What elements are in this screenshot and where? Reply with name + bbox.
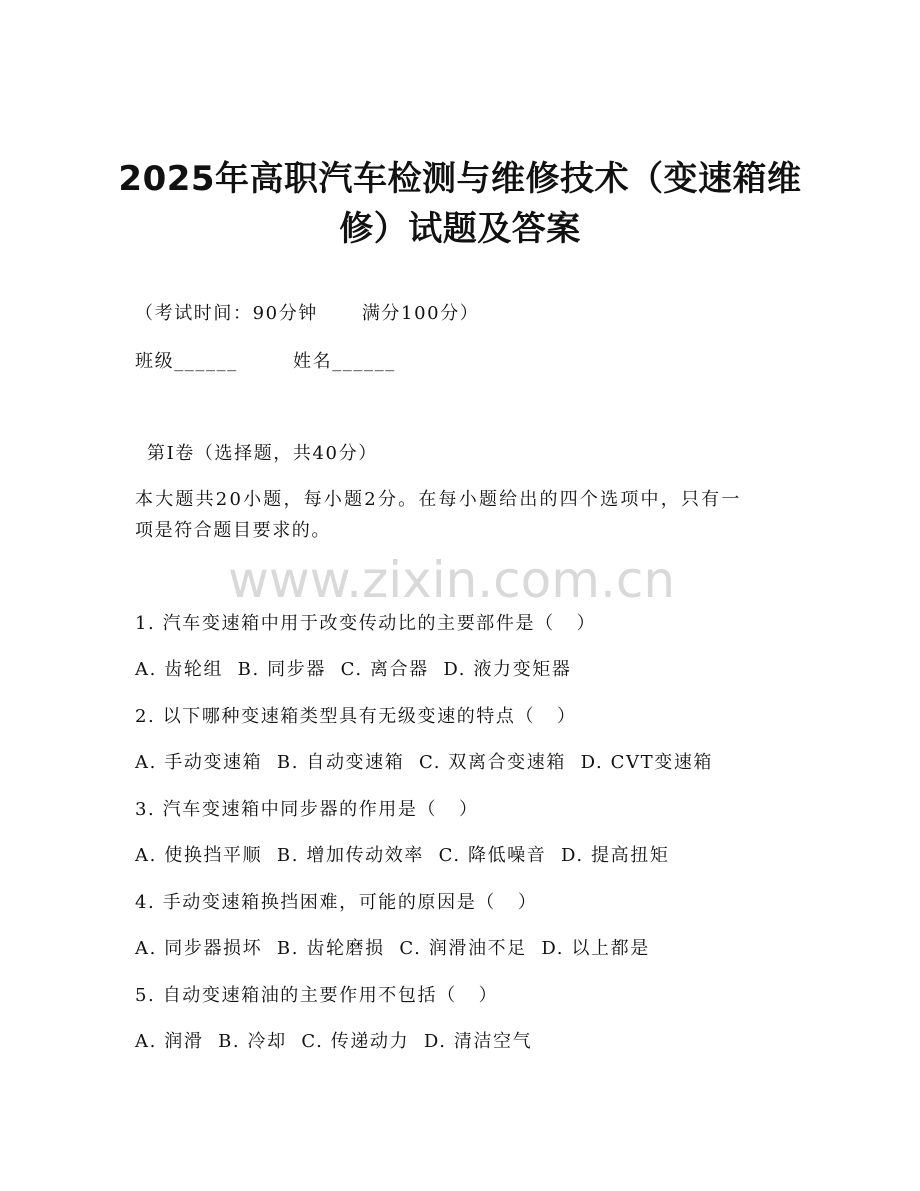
question-3-stem: 3. 汽车变速箱中同步器的作用是（ ） <box>135 799 479 820</box>
question-4-stem: 4. 手动变速箱换挡困难，可能的原因是（ ） <box>135 892 538 913</box>
question-5-options: A. 润滑 B. 冷却 C. 传递动力 D. 清洁空气 <box>135 1031 533 1052</box>
class-field-label: 班级______ <box>135 351 238 372</box>
question-1-options: A. 齿轮组 B. 同步器 C. 离合器 D. 液力变矩器 <box>135 659 572 680</box>
section-header: 第I卷（选择题，共40分） <box>147 443 378 464</box>
question-1-stem: 1. 汽车变速箱中用于改变传动比的主要部件是（ ） <box>135 613 597 634</box>
document-title-line-1: 2025年高职汽车检测与维修技术（变速箱维 <box>118 159 802 199</box>
watermark: www.zixin.com.cn <box>228 551 676 609</box>
name-field-label: 姓名______ <box>293 351 396 372</box>
instructions-line-1: 本大题共20小题，每小题2分。在每小题给出的四个选项中，只有一 <box>135 489 742 510</box>
question-5-stem: 5. 自动变速箱油的主要作用不包括（ ） <box>135 985 499 1006</box>
question-4-options: A. 同步器损坏 B. 齿轮磨损 C. 润滑油不足 D. 以上都是 <box>135 938 650 959</box>
instructions-line-2: 项是符合题目要求的。 <box>135 520 331 541</box>
question-3-options: A. 使换挡平顺 B. 增加传动效率 C. 降低噪音 D. 提高扭矩 <box>135 845 670 866</box>
document-title-line-2: 修）试题及答案 <box>339 209 581 249</box>
question-2-options: A. 手动变速箱 B. 自动变速箱 C. 双离合变速箱 D. CVT变速箱 <box>135 752 714 773</box>
question-2-stem: 2. 以下哪种变速箱类型具有无级变速的特点（ ） <box>135 706 577 727</box>
exam-info: （考试时间：90分钟 满分100分） <box>135 303 480 324</box>
